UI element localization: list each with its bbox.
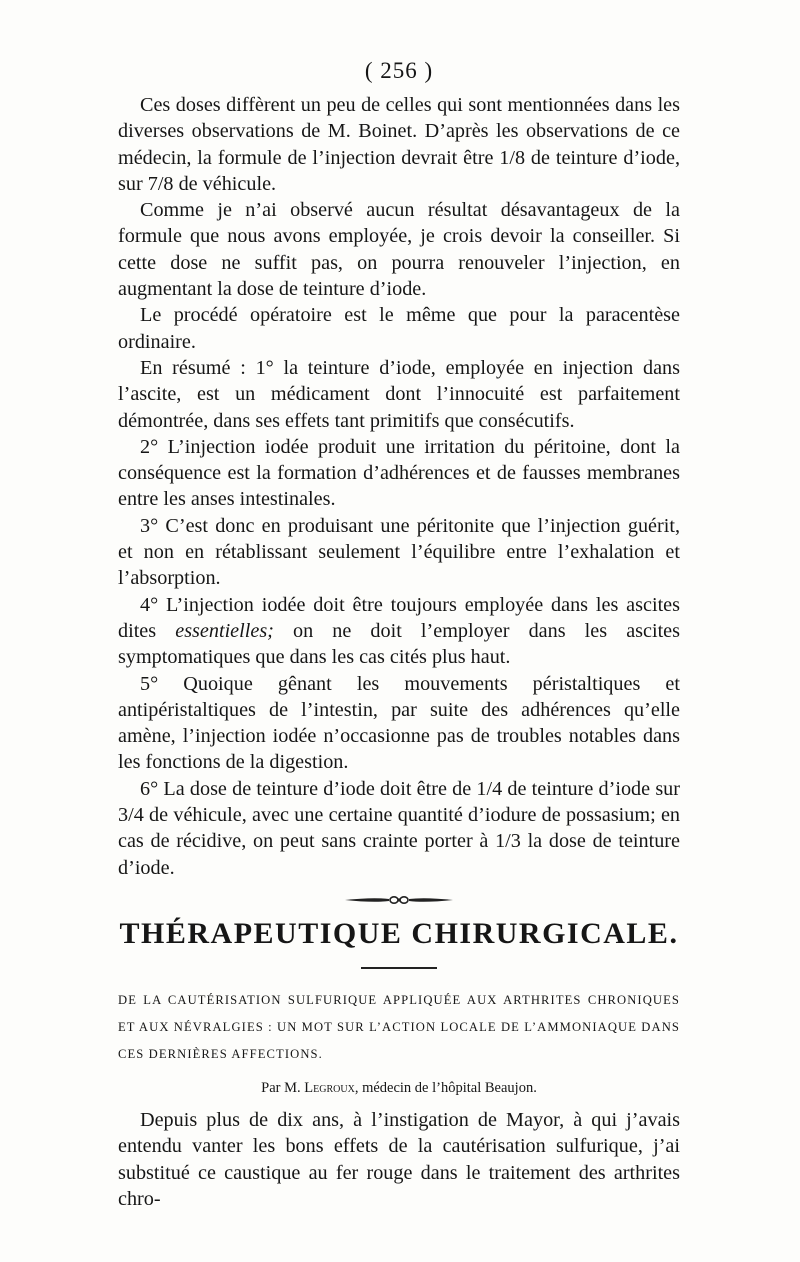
paragraph-4 [118, 592, 680, 671]
byline [118, 1080, 680, 1097]
ornament-divider-icon [343, 893, 455, 907]
paragraph: Ces doses diffèrent un peu de celles qui sont mentionnées dans les diverses observations de M. Boinet. D’après les observations de ce médecin, la formule de l’injection devrait être 1/8 de teinture d’iode, sur 7/8 de véhicule. [118, 94, 680, 195]
title-rule [361, 967, 437, 969]
article-heading: DE LA CAUTÉRISATION SULFURIQUE APPLIQUÉE AUX ARTHRITES CHRONIQUES ET AUX NÉVRALGIES : UN MOT SUR L’ACTION LOCALE DE L’AMMONIAQUE DANS CES DERNIÈRES AFFECTIONS. [118, 992, 680, 1061]
paragraph-4-before: 4° L’injection iodée doit être toujours employée dans les ascites dites [118, 593, 680, 642]
page-number: ( 256 ) [364, 58, 434, 83]
paragraph: En résumé : 1° la teinture d’iode, employée en injection dans l’ascite, est un médicament dont l’innocuité est parfaitement démontrée, dans ses effets tant primitifs que consécutifs. [118, 356, 680, 432]
body-text-top [118, 92, 680, 881]
paragraph: 2° L’injection iodée produit une irritation du péritoine, dont la conséquence est la formation d’adhérences et de fausses membranes entre les anses intestinales. [118, 435, 680, 511]
byline-prefix: Par M. [261, 1079, 305, 1096]
section-title: THÉRAPEUTIQUE CHIRURGICALE. [119, 916, 679, 950]
byline-suffix: , médecin de l’hôpital Beaujon. [354, 1079, 537, 1096]
body-text-article [118, 1107, 680, 1212]
paragraph: Comme je n’ai observé aucun résultat désavantageux de la formule que nous avons employée, je crois devoir la conseiller. Si cette dose ne suffit pas, on pourra renouveler l’injection, en augmentant la dose de teinture d’iode. [118, 199, 680, 301]
byline-author: Legroux [304, 1079, 355, 1096]
paragraph: 5° Quoique gênant les mouvements péristaltiques et antipéristaltiques de l’intestin, par suite des adhérences qu’elle amène, l’injection iodée n’occasionne pas de troubles notables dans les fonctions de la digestion. [118, 672, 680, 774]
paragraph: Depuis plus de dix ans, à l’instigation de Mayor, à qui j’avais entendu vanter les bons effets de la cautérisation sulfurique, j’ai substitué ce caustique au fer rouge dans le traitement des arthrites chro- [118, 1108, 680, 1210]
paragraph: Le procédé opératoire est le même que pour la paracentèse ordinaire. [118, 304, 680, 353]
paragraph: 3° C’est donc en produisant une péritonite que l’injection guérit, et non en rétablissant seulement l’équilibre entre l’exhalation et l’absorption. [118, 514, 680, 590]
paragraph-4-emphasis: essentielles; [175, 619, 274, 642]
paragraph-4-after: on ne doit l’employer dans les ascites symptomatiques que dans les cas cités plus haut. [118, 619, 681, 669]
paragraph: 6° La dose de teinture d’iode doit être de 1/4 de teinture d’iode sur 3/4 de véhicule, avec une certaine quantité d’iodure de possasium; en cas de récidive, on peut sans crainte porter à 1/3 la dose de teinture d’iode. [118, 777, 680, 879]
